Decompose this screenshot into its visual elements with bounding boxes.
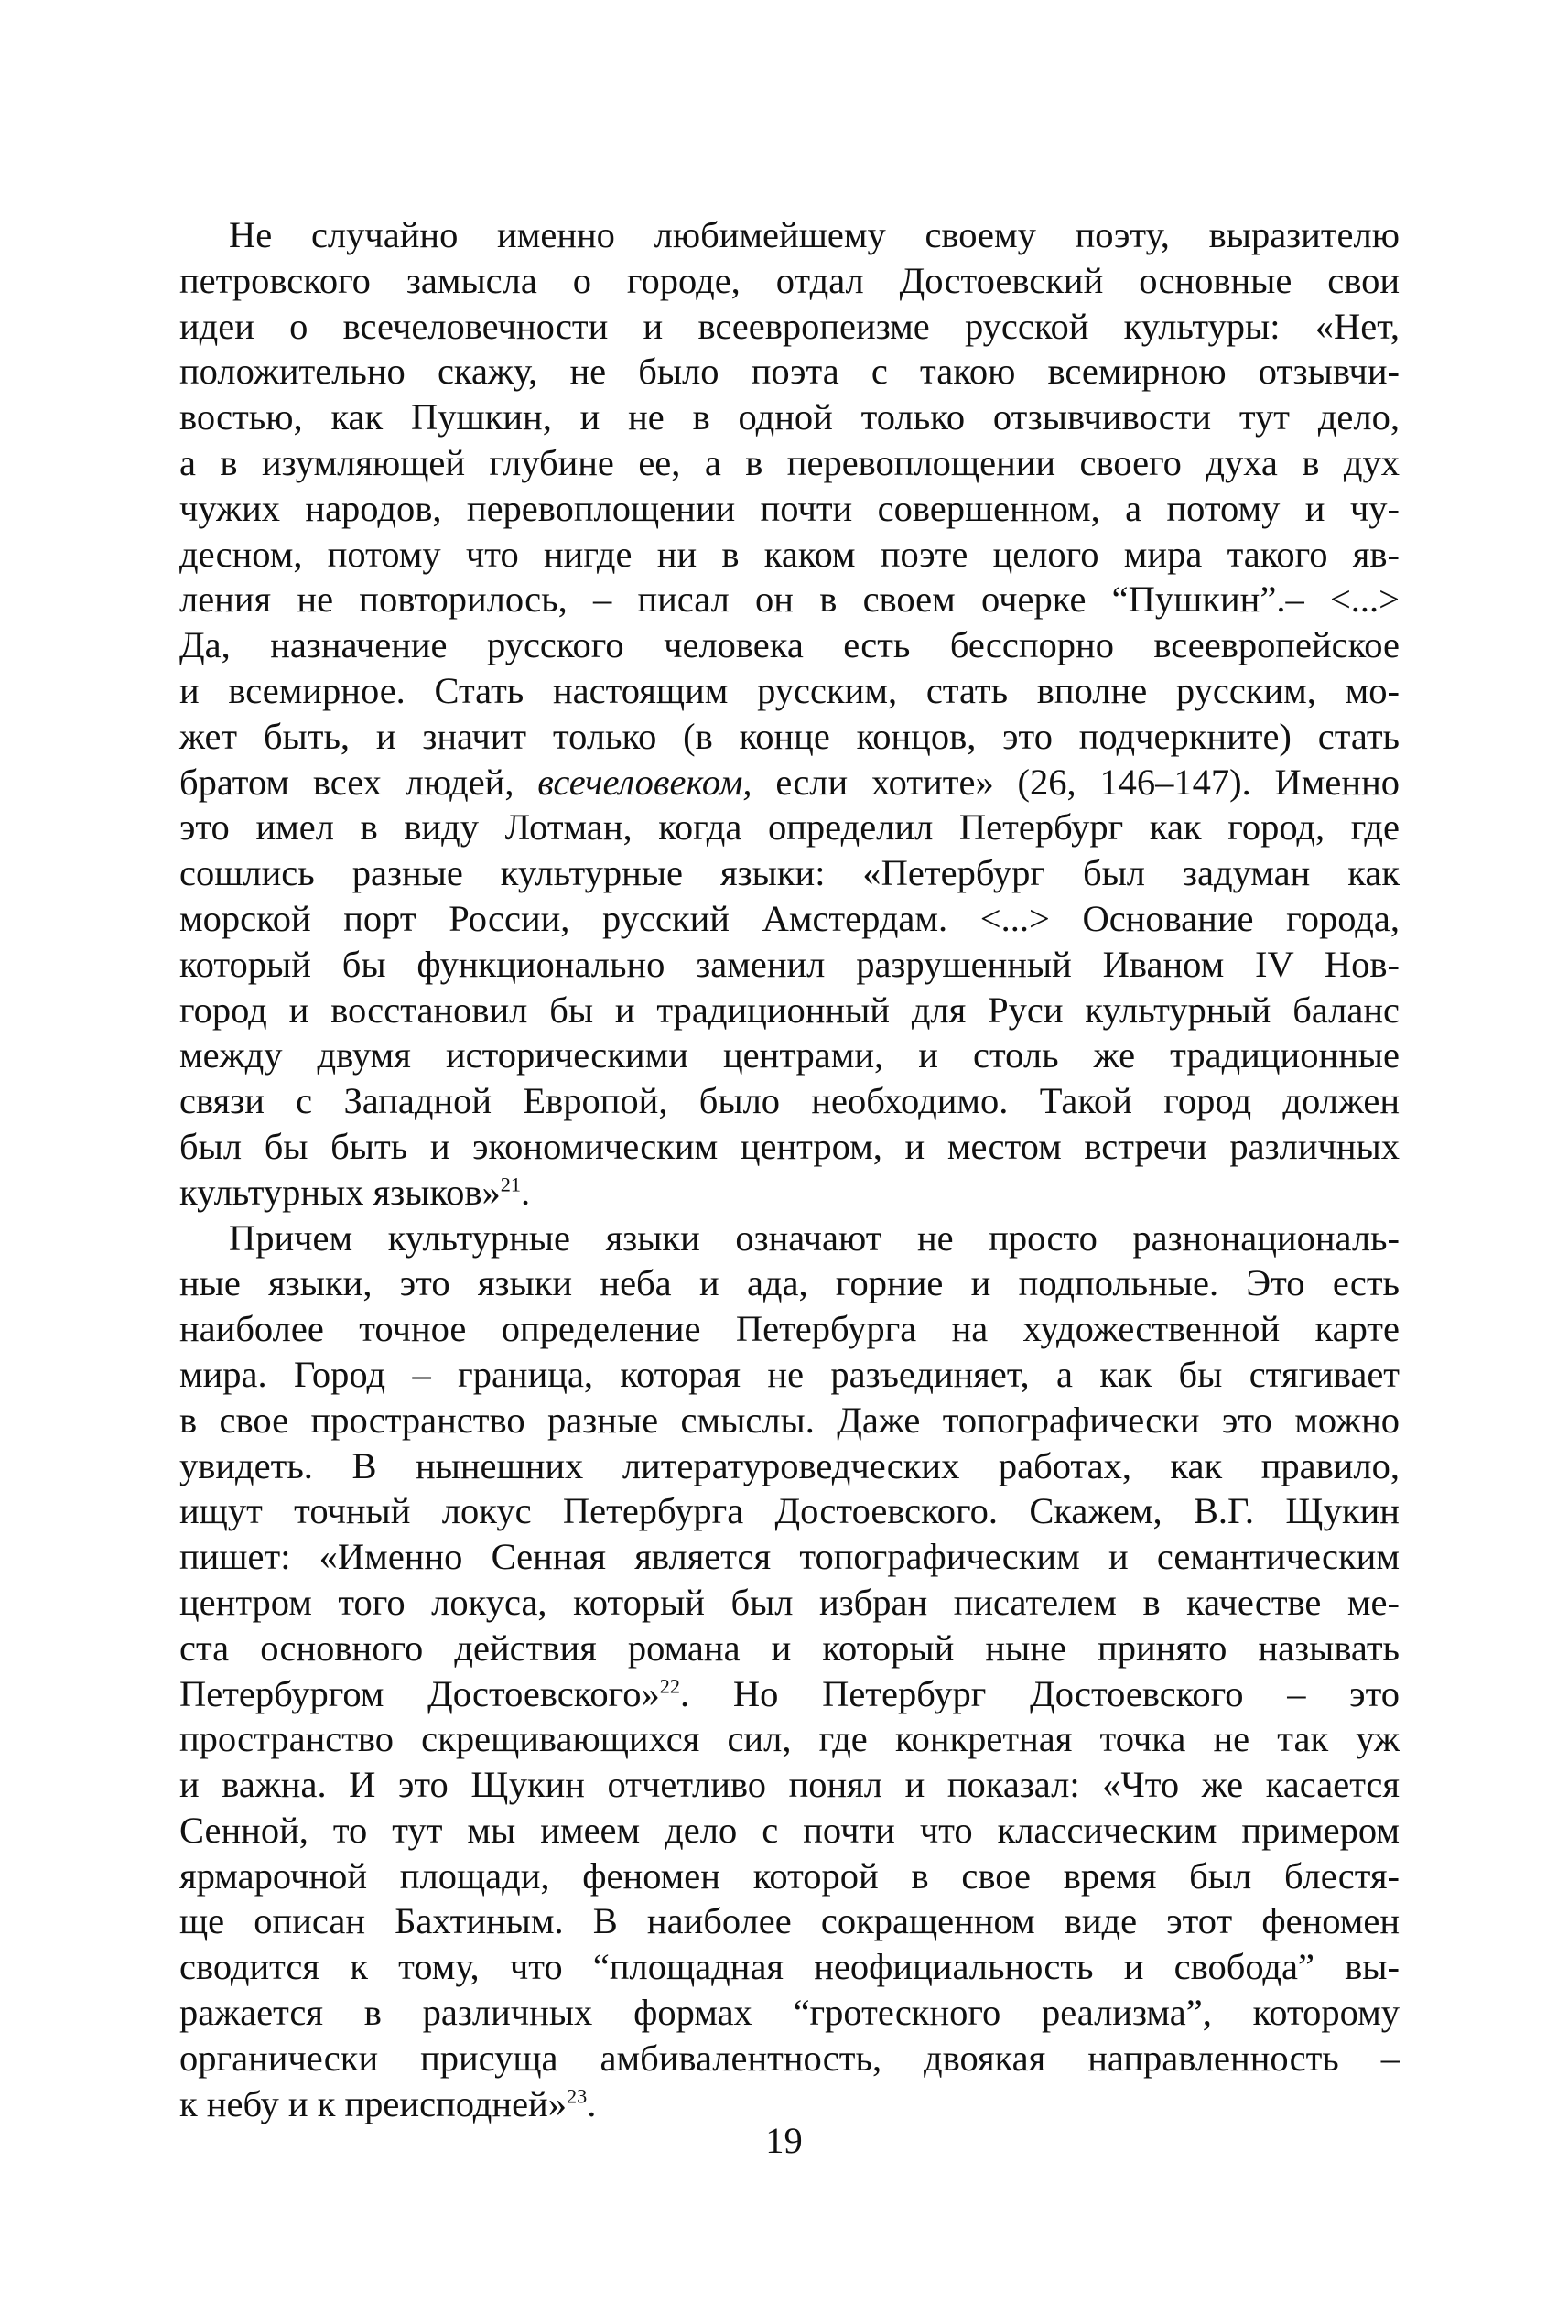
text-line: который бы функционально заменил разрушенный Иваном IV Нов- (179, 943, 1400, 985)
text-line: наиболее точное определение Петербурга на художественной карте (179, 1308, 1400, 1350)
text-line: идеи о всечеловечности и всеевропеизме русской культуры: «Нет, (179, 305, 1400, 347)
text-line: положительно скажу, не было поэта с такою всемирною отзывчи- (179, 351, 1400, 393)
text-line: между двумя историческими центрами, и столь же традиционные (179, 1034, 1400, 1076)
page-body (179, 212, 1400, 2126)
text-line: сводится к тому, что “площадная неофициальность и свобода” вы- (179, 1946, 1400, 1988)
text-line: десном, потому что нигде ни в каком поэте целого мира такого яв- (179, 533, 1400, 575)
text-line: чужих народов, перевоплощении почти совершенном, а потому и чу- (179, 487, 1400, 529)
text-line: ще описан Бахтиным. В наиболее сокращенном виде этот феномен (179, 1900, 1400, 1942)
page-number: 19 (765, 2120, 803, 2161)
text-segment: культурных языков» (179, 1171, 501, 1213)
text-line: востью, как Пушкин, и не в одной только отзывчивости тут дело, (179, 396, 1400, 438)
text-line: Причем культурные языки означают не просто разнонациональ- (229, 1216, 1400, 1259)
paragraph-1 (179, 212, 1400, 1216)
text-line: ления не повторилось, – писал он в своем очерке “Пушкин”.– <...> (179, 578, 1400, 621)
text-line: а в изумляющей глубине ее, а в перевоплощении своего духа в дух (179, 441, 1400, 483)
text-line: мира. Город – граница, которая не разъединяет, а как бы стягивает (179, 1353, 1400, 1395)
text-line: ные языки, это языки неба и ада, горние и подпольные. Это есть (179, 1262, 1400, 1304)
text-segment: Петербургом Достоевского» (179, 1672, 660, 1714)
text-line: ищут точный локус Петербурга Достоевского. Скажем, В.Г. Щукин (179, 1490, 1400, 1532)
text-line: петровского замысла о городе, отдал Достоевский основные свои (179, 259, 1400, 301)
text-line: в свое пространство разные смыслы. Даже топографически это можно (179, 1399, 1400, 1441)
text-line: центром того локуса, который был избран писателем в качестве ме- (179, 1581, 1400, 1623)
text-line: жет быть, и значит только (в конце концов, это подчеркните) стать (179, 715, 1400, 757)
text-segment: . Но Петербург Достоевского – это (680, 1672, 1400, 1714)
paragraph-2 (179, 1216, 1400, 2127)
text-segment: . (587, 2082, 597, 2124)
italic-term: всечеловеком, (537, 761, 752, 803)
footnote-ref: 23 (566, 2084, 588, 2108)
text-segment: если хотите» (26, 146–147). Именно (752, 761, 1400, 803)
text-line: город и восстановил бы и традиционный для Руси культурный баланс (179, 989, 1400, 1031)
footnote-ref: 21 (500, 1173, 521, 1196)
text-line: пространство скрещивающихся сил, где конкретная точка не так уж (179, 1718, 1400, 1760)
text-line: это имел в виду Лотман, когда определил Петербург как город, где (179, 806, 1400, 849)
text-line (179, 760, 1400, 805)
text-line: был бы быть и экономическим центром, и местом встречи различных (179, 1125, 1400, 1167)
footnote-ref: 22 (659, 1674, 680, 1697)
text-line: ста основного действия романа и который ныне принято называть (179, 1627, 1400, 1669)
text-line: увидеть. В нынешних литературоведческих работах, как правило, (179, 1444, 1400, 1486)
text-line: связи с Западной Европой, было необходимо. Такой город должен (179, 1080, 1400, 1122)
text-line (179, 1671, 1400, 1717)
text-segment: братом всех людей, (179, 761, 538, 803)
text-line: морской порт России, русский Амстердам. <...> Основание города, (179, 897, 1400, 939)
text-line: и важна. И это Щукин отчетливо понял и показал: «Что же касается (179, 1764, 1400, 1806)
text-line: Да, назначение русского человека есть бесспорно всеевропейское (179, 624, 1400, 666)
text-line: ражается в различных формах “гротескного реализма”, которому (179, 1992, 1400, 2034)
text-line: Сенной, то тут мы имеем дело с почти что классическим примером (179, 1809, 1400, 1851)
text-segment: . (520, 1171, 531, 1213)
text-line: и всемирное. Стать настоящим русским, стать вполне русским, мо- (179, 669, 1400, 711)
text-line (179, 1170, 1400, 1216)
text-line: органически присуща амбивалентность, двоякая направленность – (179, 2037, 1400, 2079)
text-line: Не случайно именно любимейшему своему поэту, выразителю (229, 214, 1400, 255)
text-line: пишет: «Именно Сенная является топографическим и семантическим (179, 1536, 1400, 1578)
text-line: ярмарочной площади, феномен которой в свое время был блестя- (179, 1854, 1400, 1897)
text-segment: к небу и к преисподней» (179, 2082, 567, 2124)
text-line: сошлись разные культурные языки: «Петербург был задуман как (179, 852, 1400, 894)
